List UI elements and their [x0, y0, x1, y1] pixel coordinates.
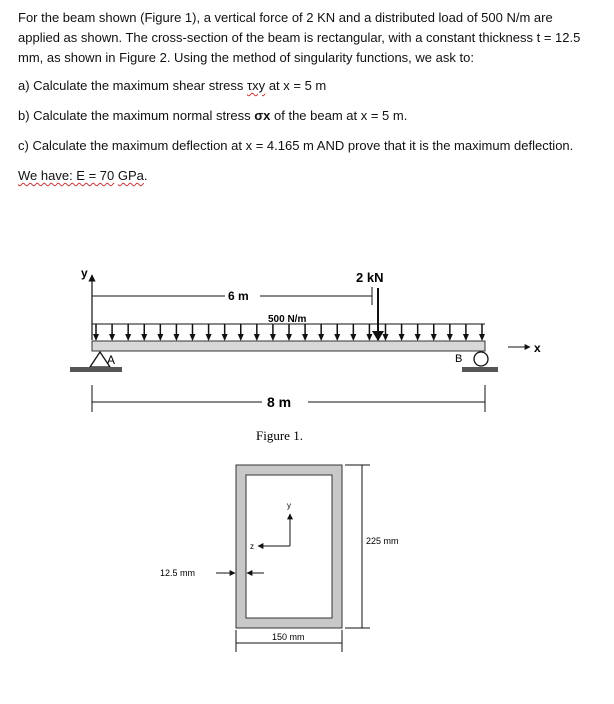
load-arrow-head	[206, 334, 212, 341]
given-prefix: We have: E = 70	[18, 168, 115, 183]
load-arrow-head	[463, 334, 469, 341]
question-b-suffix: of the beam at x = 5 m.	[274, 108, 408, 123]
load-arrow-head	[334, 334, 340, 341]
load-arrow-head	[222, 334, 228, 341]
problem-intro: For the beam shown (Figure 1), a vertical force of 2 KN and a distributed load of 500 N/m are applied as shown. The cross-section of the beam is rectangular, with a constant thickness t = 12.5 mm, as shown in Figure 2. Using the method of singularity functions, we ask to:	[18, 10, 581, 65]
figure-2-cross-section	[160, 465, 399, 652]
ground-a	[70, 367, 122, 372]
figure-1-beam	[70, 266, 541, 443]
force-arrow-head	[372, 331, 384, 341]
load-arrow-head	[238, 334, 244, 341]
load-arrow-head	[190, 334, 196, 341]
thickness-label: 12.5 mm	[160, 568, 196, 578]
load-arrow-head	[141, 334, 147, 341]
force-label: 2 kN	[356, 270, 384, 285]
load-arrow-head	[302, 334, 308, 341]
load-arrow-head	[415, 334, 421, 341]
load-arrow-head	[479, 334, 485, 341]
load-arrow-head	[366, 334, 372, 341]
load-arrow-head	[399, 334, 405, 341]
load-arrow-head	[270, 334, 276, 341]
roller-support-b	[474, 352, 488, 366]
question-a-suffix: at x = 5 m	[268, 78, 327, 93]
shear-stress-symbol: τxy	[247, 78, 266, 93]
normal-stress-symbol: σx	[254, 108, 271, 123]
beam	[92, 341, 485, 351]
load-arrow-head	[286, 334, 292, 341]
load-arrow-head	[157, 334, 163, 341]
load-arrow-head	[383, 334, 389, 341]
load-arrow-head	[318, 334, 324, 341]
section-z-label: z	[250, 542, 254, 551]
load-arrow-head	[431, 334, 437, 341]
load-arrow-head	[350, 334, 356, 341]
load-arrow-head	[109, 334, 115, 341]
span-label: 8 m	[267, 394, 292, 410]
distributed-load-arrows	[93, 324, 485, 341]
figure-1-caption: Figure 1.	[256, 428, 303, 443]
load-arrow-head	[93, 334, 99, 341]
question-b-prefix: b) Calculate the maximum normal stress	[18, 108, 251, 123]
question-c: c) Calculate the maximum deflection at x = 4.165 m AND prove that it is the maximum deflection.	[18, 138, 574, 153]
distributed-load-label: 500 N/m	[268, 314, 307, 325]
x-axis-label: x	[534, 341, 541, 355]
given-suffix: .	[143, 168, 148, 183]
load-arrow-head	[173, 334, 179, 341]
load-arrow-head	[254, 334, 260, 341]
question-a-prefix: a) Calculate the maximum shear stress	[18, 78, 244, 93]
given-unit: GPa	[117, 168, 144, 183]
ground-b	[462, 367, 498, 372]
width-label: 150 mm	[272, 632, 305, 642]
load-arrow-head	[125, 334, 131, 341]
load-arrow-head	[447, 334, 453, 341]
section-y-label: y	[287, 501, 291, 510]
support-b-label: B	[455, 353, 463, 365]
force-distance-label: 6 m	[228, 289, 249, 303]
y-axis-label: y	[81, 266, 88, 280]
support-a-label: A	[107, 353, 116, 367]
height-label: 225 mm	[366, 536, 399, 546]
